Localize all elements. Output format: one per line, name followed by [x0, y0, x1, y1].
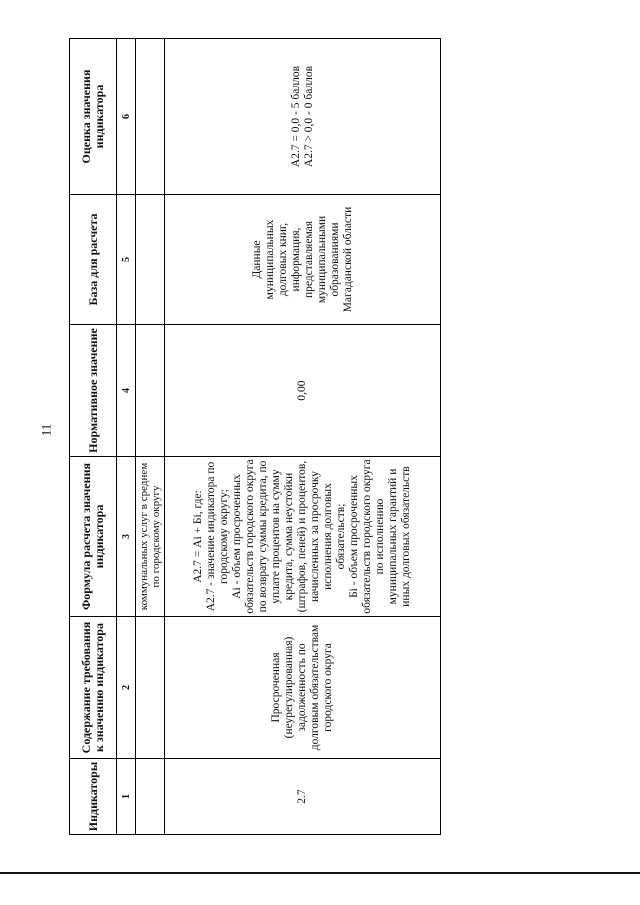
- column-number-row: [117, 39, 136, 835]
- header-indicators: Индикаторы: [70, 759, 117, 835]
- continuation-text: коммунальных услуг в среднем по городскому округу: [136, 457, 165, 617]
- empty-cell: [136, 39, 165, 195]
- continuation-row: [136, 39, 165, 835]
- indicator-table: [69, 38, 441, 835]
- header-base: База для расчета: [70, 195, 117, 325]
- formula-line: Бi - объем просроченных обязательств городского округа по исполнению муниципальных гарантий и иных долговых обязательств: [348, 459, 412, 614]
- column-number: 3: [117, 457, 136, 617]
- column-number: 4: [117, 325, 136, 457]
- column-number: 1: [117, 759, 136, 835]
- header-formula: Формула расчета значения индикатора: [70, 457, 117, 617]
- empty-cell: [136, 617, 165, 759]
- score-line: А2.7 = 0,0 - 5 баллов: [289, 65, 302, 168]
- header-requirement: Содержание требования к значению индикатора: [70, 617, 117, 759]
- page-number-text: 11: [38, 423, 54, 437]
- bottom-rule: [0, 872, 640, 874]
- page-number: [40, 420, 52, 440]
- indicator-id: 2.7: [165, 759, 441, 835]
- formula-line: Аi - объем просроченных обязательств городского округа по возврату суммы кредита, по уплате процентов на сумму кредита, сумма неустойки (штрафов, пеней) и процентов, начисленных за просрочку исполнения долговых обязательств;: [231, 459, 347, 614]
- column-number: 6: [117, 39, 136, 195]
- base-text: Данные муниципальных долговых книг, информация, представляемая муниципальными образованиями Магаданской области: [165, 195, 441, 325]
- column-number: 2: [117, 617, 136, 759]
- formula-line: А2.7 - значение индикатора по городскому округу;: [205, 461, 230, 612]
- empty-cell: [136, 195, 165, 325]
- empty-cell: [136, 325, 165, 457]
- header-row: [70, 39, 117, 835]
- column-number: 5: [117, 195, 136, 325]
- indicator-table-container: [69, 39, 437, 835]
- score-cell: [165, 39, 441, 195]
- formula-cell: [165, 457, 441, 617]
- normative-value: 0,00: [165, 325, 441, 457]
- table-row: [165, 39, 441, 835]
- header-score: Оценка значения индикатора: [70, 39, 117, 195]
- header-normative: Нормативное значение: [70, 325, 117, 457]
- formula-line: А2.7 = Аi + Бi, где:: [192, 490, 204, 583]
- requirement-text: Просроченная (неурегулированная) задолженность по долговым обязательствам городского округа: [165, 617, 441, 759]
- empty-cell: [136, 759, 165, 835]
- score-line: А2.7 > 0,0 - 0 баллов: [302, 65, 315, 168]
